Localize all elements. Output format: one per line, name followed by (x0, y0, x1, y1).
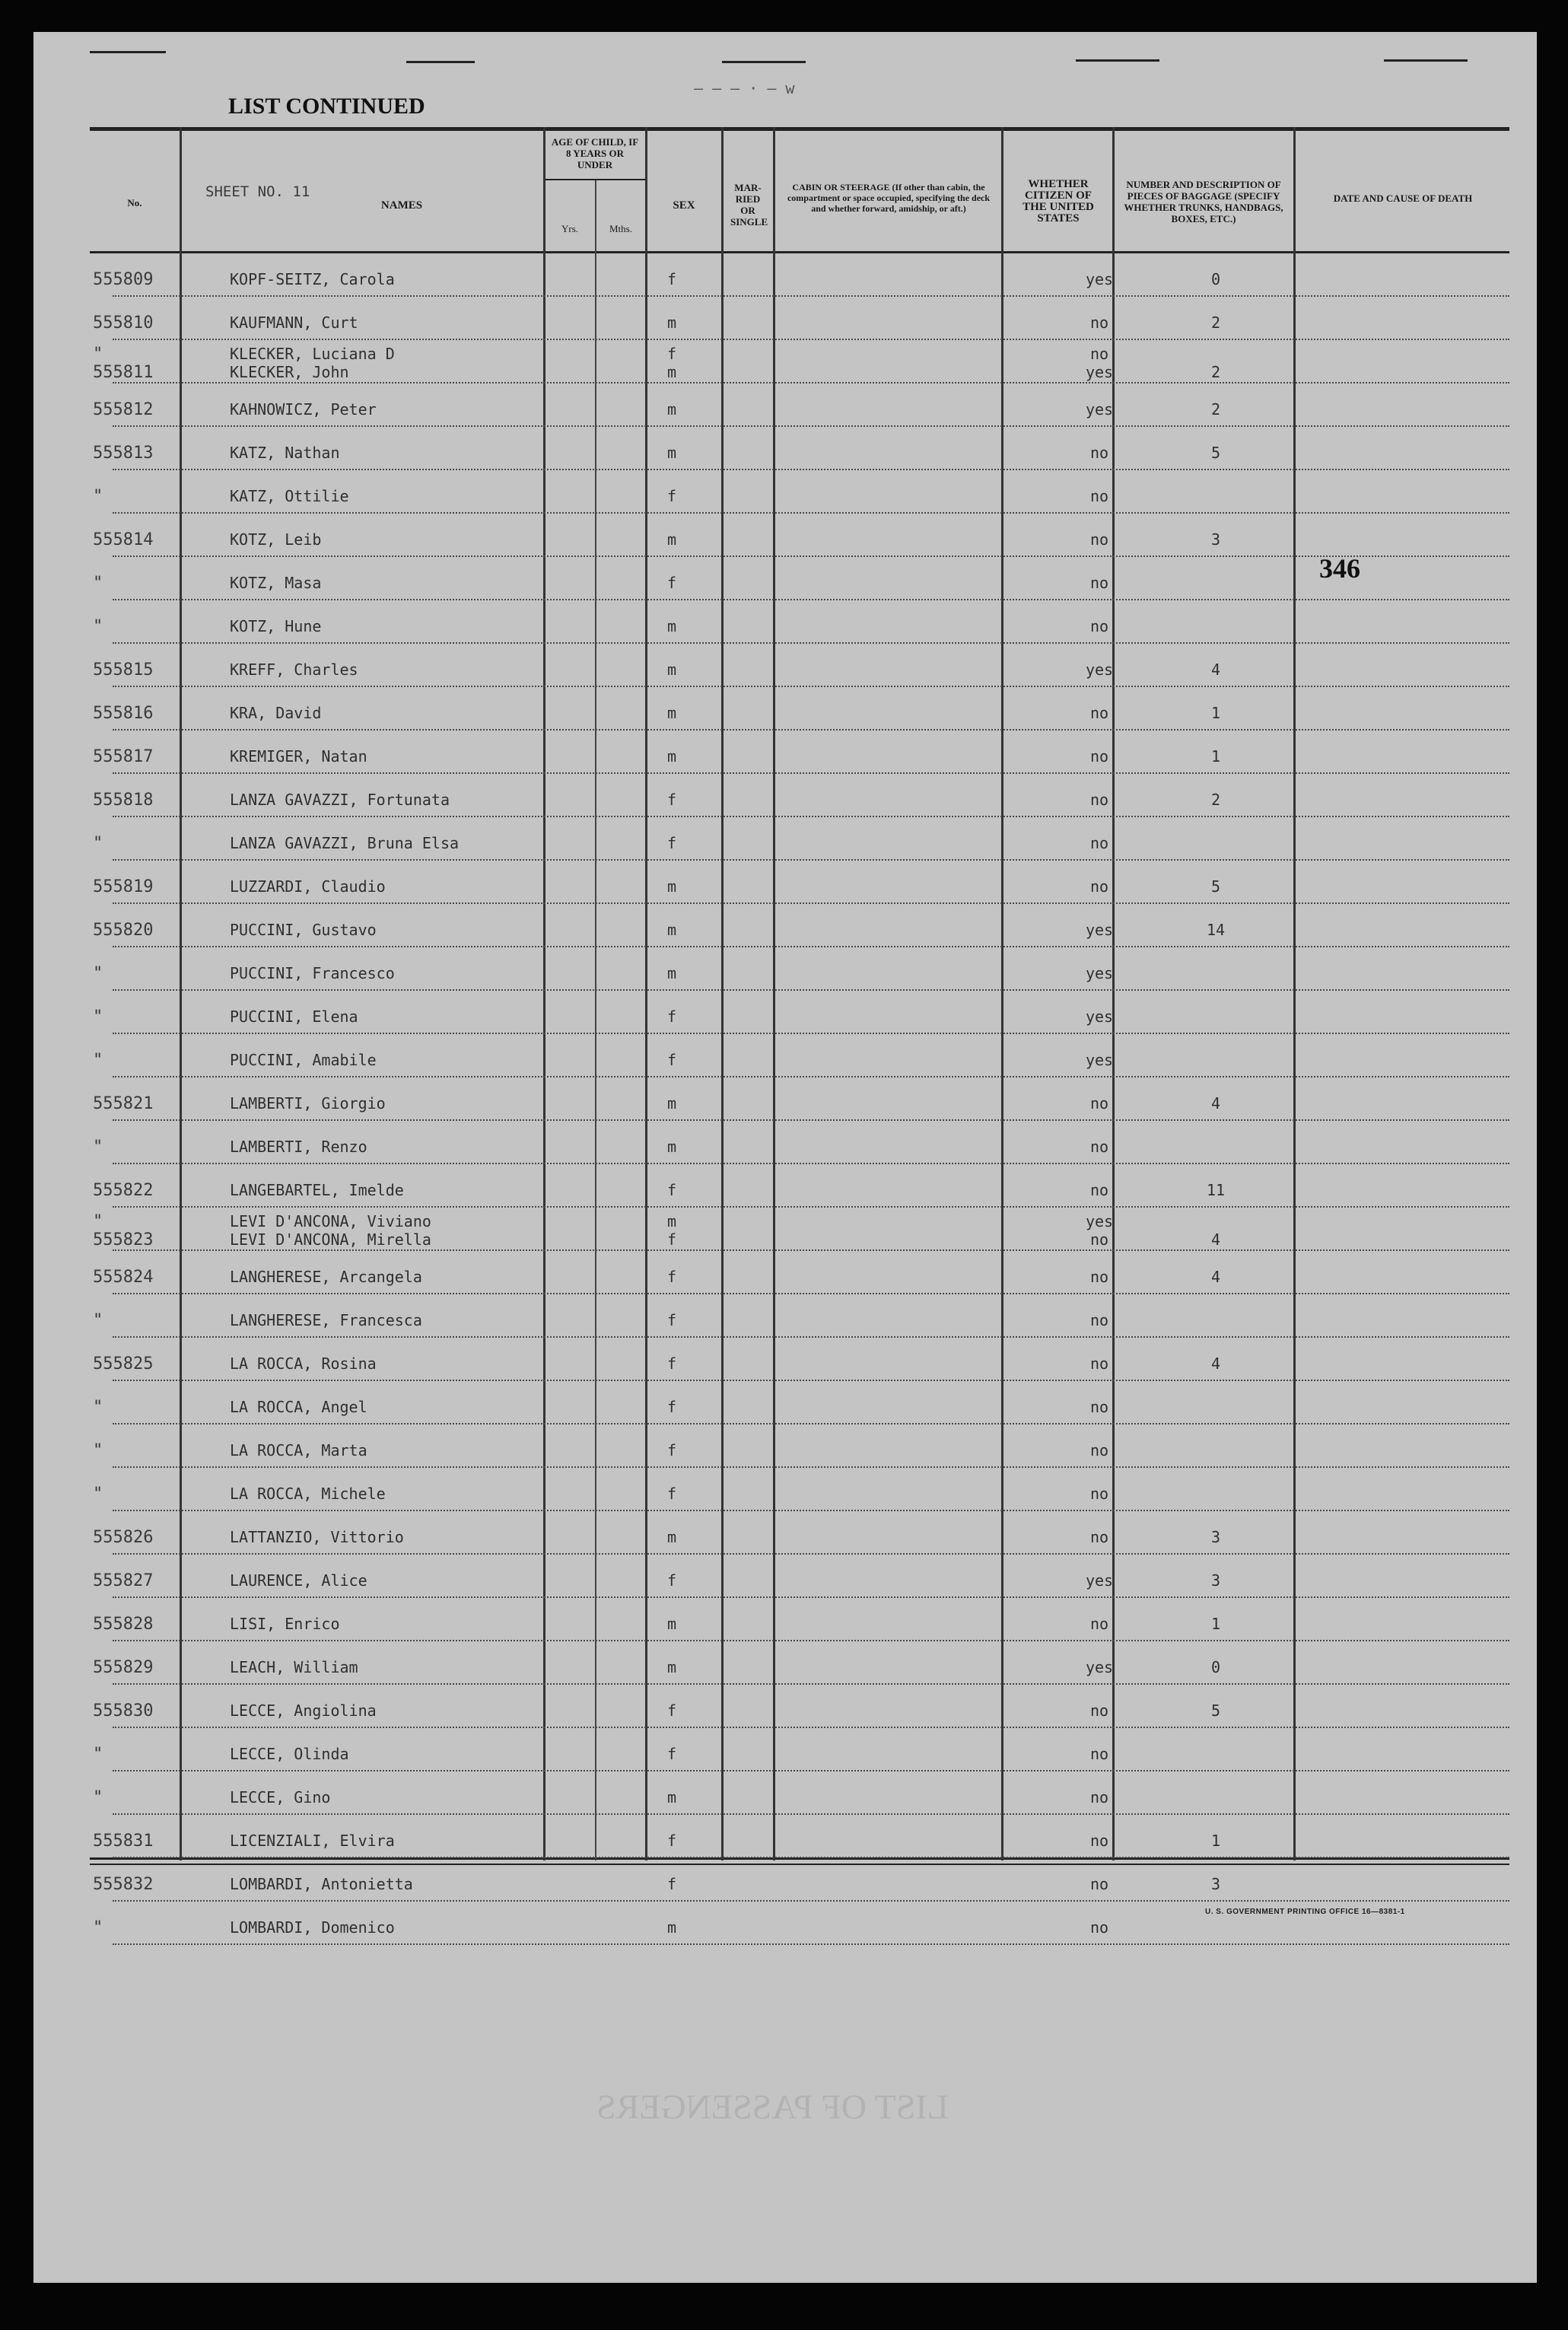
passenger-sex: f (666, 1398, 677, 1416)
passenger-number: " (93, 834, 103, 853)
passenger-number: 555831 (93, 1832, 154, 1851)
citizen-status: no (1089, 747, 1109, 766)
passenger-sex: f (666, 1051, 677, 1069)
passenger-name: KRA, David (230, 704, 322, 722)
bleed-through-text: LIST OF PASSENGERS (596, 2087, 949, 2126)
passenger-number: 555809 (93, 270, 154, 289)
passenger-number: 555830 (93, 1701, 154, 1720)
passenger-sex: f (666, 1832, 677, 1850)
header-married: MAR- RIED OR SINGLE (730, 182, 768, 228)
passenger-name: LA ROCCA, Rosina (230, 1354, 377, 1373)
citizen-status: yes (1085, 1571, 1114, 1590)
passenger-number: " (93, 617, 103, 636)
citizen-status: no (1089, 1441, 1109, 1459)
passenger-sex: m (666, 964, 677, 982)
passenger-number: 555812 (93, 400, 154, 419)
citizen-status: no (1089, 1485, 1109, 1503)
table-row (90, 947, 1509, 991)
passenger-number: " (93, 1051, 103, 1070)
table-row (90, 514, 1509, 557)
top-edge-mark (1384, 59, 1468, 62)
passenger-name: LA ROCCA, Marta (230, 1441, 367, 1459)
table-row (90, 1771, 1509, 1815)
baggage-count: 5 (1210, 444, 1221, 462)
table-row (90, 1685, 1509, 1728)
passenger-number: 555820 (93, 921, 154, 940)
passenger-number: 555828 (93, 1615, 154, 1634)
passenger-sex: m (666, 1918, 677, 1937)
citizen-status: no (1089, 314, 1109, 332)
passenger-name: KREFF, Charles (230, 660, 358, 679)
passenger-name: KLECKER, Luciana D (230, 345, 395, 363)
passenger-name: KREMIGER, Natan (230, 747, 367, 766)
page-title: LIST CONTINUED (228, 94, 425, 119)
passenger-number: 555829 (93, 1658, 154, 1677)
table-row (90, 1424, 1509, 1468)
passenger-name: LAURENCE, Alice (230, 1571, 367, 1590)
baggage-count: 4 (1210, 1094, 1221, 1112)
citizen-status: no (1089, 1181, 1109, 1199)
table-row (90, 600, 1509, 644)
passenger-name: KOPF-SEITZ, Carola (230, 270, 395, 288)
passenger-number: 555821 (93, 1094, 154, 1113)
citizen-status: yes (1085, 1658, 1114, 1676)
passenger-name: LANZA GAVAZZI, Bruna Elsa (230, 834, 460, 852)
passenger-sex: m (666, 660, 677, 679)
baggage-count: 4 (1210, 660, 1221, 679)
passenger-name: LICENZIALI, Elvira (230, 1832, 395, 1850)
passenger-name: LUZZARDI, Claudio (230, 877, 386, 896)
passenger-name: LISI, Enrico (230, 1615, 340, 1633)
citizen-status: no (1089, 1528, 1109, 1546)
passenger-number: " (93, 1212, 103, 1231)
baggage-count: 2 (1210, 363, 1221, 381)
citizen-status: no (1089, 1398, 1109, 1416)
passenger-number: " (93, 1745, 103, 1764)
citizen-status: no (1089, 1230, 1109, 1249)
passenger-sex: f (666, 1571, 677, 1590)
handwritten-annotation: 346 (1319, 553, 1360, 584)
header-no: No. (127, 197, 142, 208)
passenger-name: KLECKER, John (230, 363, 349, 381)
citizen-status: no (1089, 1094, 1109, 1112)
passenger-sex: m (666, 400, 677, 419)
top-edge-mark (1076, 59, 1159, 62)
citizen-status: no (1089, 1788, 1109, 1806)
header-smudge-mark: — — — · — w (694, 79, 795, 97)
passenger-name: KAUFMANN, Curt (230, 314, 358, 332)
citizen-status: yes (1085, 363, 1114, 381)
table-row (90, 1598, 1509, 1641)
passenger-number: 555823 (93, 1230, 154, 1249)
printing-office-footer: U. S. GOVERNMENT PRINTING OFFICE 16—8381-1 (1205, 1908, 1405, 1916)
passenger-number: 555826 (93, 1528, 154, 1547)
passenger-number: " (93, 574, 103, 593)
baggage-count: 4 (1210, 1230, 1221, 1249)
baggage-count: 1 (1210, 1615, 1221, 1633)
baggage-count: 4 (1210, 1268, 1221, 1286)
table-row (90, 687, 1509, 731)
passenger-number: " (93, 345, 103, 364)
table-row (90, 1077, 1509, 1121)
baggage-count: 5 (1210, 877, 1221, 896)
passenger-number: " (93, 1311, 103, 1330)
header-age-months: Mths. (609, 223, 632, 234)
baggage-count: 0 (1210, 1658, 1221, 1676)
table-row (90, 991, 1509, 1034)
baggage-count: 14 (1206, 921, 1226, 939)
table-row (90, 644, 1509, 687)
header-citizen: WHETHER CITIZEN OF THE UNITED STATES (1023, 178, 1094, 224)
citizen-status: no (1089, 1832, 1109, 1850)
passenger-name: KOTZ, Leib (230, 530, 322, 549)
passenger-sex: m (666, 1094, 677, 1112)
passenger-name: LECCE, Olinda (230, 1745, 349, 1763)
citizen-status: yes (1085, 400, 1114, 419)
citizen-status: no (1089, 1615, 1109, 1633)
citizen-status: no (1089, 617, 1109, 635)
table-row (90, 557, 1509, 600)
citizen-status: no (1089, 791, 1109, 809)
citizen-status: no (1089, 1138, 1109, 1156)
table-row (90, 904, 1509, 947)
passenger-sex: f (666, 487, 677, 505)
baggage-count: 3 (1210, 1571, 1221, 1590)
passenger-name: LANZA GAVAZZI, Fortunata (230, 791, 450, 809)
passenger-sex: f (666, 574, 677, 592)
passenger-sex: m (666, 363, 677, 381)
passenger-name: LATTANZIO, Vittorio (230, 1528, 404, 1546)
passenger-sex: m (666, 1528, 677, 1546)
passenger-name: KAHNOWICZ, Peter (230, 400, 377, 419)
table-row (90, 1815, 1509, 1858)
table-row (90, 1294, 1509, 1338)
passenger-name: LANGHERESE, Arcangela (230, 1268, 422, 1286)
baggage-count: 4 (1210, 1354, 1221, 1373)
passenger-number: " (93, 487, 103, 506)
table-row (90, 1555, 1509, 1598)
citizen-status: yes (1085, 1007, 1114, 1026)
passenger-name: LEVI D'ANCONA, Viviano (230, 1212, 431, 1230)
top-edge-mark (406, 61, 475, 63)
passenger-name: KATZ, Ottilie (230, 487, 349, 505)
passenger-number: " (93, 1918, 103, 1937)
passenger-name: LEACH, William (230, 1658, 358, 1676)
passenger-name: KOTZ, Hune (230, 617, 322, 635)
passenger-sex: m (666, 704, 677, 722)
baggage-count: 5 (1210, 1701, 1221, 1720)
citizen-status: no (1089, 1311, 1109, 1329)
citizen-status: yes (1085, 921, 1114, 939)
passenger-sex: f (666, 1268, 677, 1286)
citizen-status: no (1089, 487, 1109, 505)
passenger-sex: m (666, 1658, 677, 1676)
passenger-number: 555819 (93, 877, 154, 896)
table-row (90, 731, 1509, 774)
citizen-status: yes (1085, 1212, 1114, 1230)
passenger-sex: m (666, 617, 677, 635)
manifest-sheet (33, 32, 1537, 2283)
passenger-name: LOMBARDI, Domenico (230, 1918, 395, 1937)
passenger-sex: m (666, 1615, 677, 1633)
baggage-count: 2 (1210, 791, 1221, 809)
passenger-sex: f (666, 1354, 677, 1373)
table-row (90, 1728, 1509, 1771)
passenger-sex: m (666, 747, 677, 766)
passenger-sex: m (666, 314, 677, 332)
citizen-status: no (1089, 1701, 1109, 1720)
table-row (90, 861, 1509, 904)
citizen-status: no (1089, 530, 1109, 549)
citizen-status: yes (1085, 270, 1114, 288)
passenger-name: LANGHERESE, Francesca (230, 1311, 422, 1329)
row-rule (113, 1943, 1509, 1945)
baggage-count: 3 (1210, 1528, 1221, 1546)
passenger-name: LANGEBARTEL, Imelde (230, 1181, 404, 1199)
passenger-name: PUCCINI, Francesco (230, 964, 395, 982)
header-age-years: Yrs. (561, 223, 579, 234)
table-row (90, 427, 1509, 470)
passenger-number: 555822 (93, 1181, 154, 1200)
header-baggage: NUMBER AND DESCRIPTION OF PIECES OF BAGGAGE (SPECIFY WHETHER TRUNKS, HANDBAGS, BOXES, ETC.) (1124, 179, 1283, 224)
passenger-name: LOMBARDI, Antonietta (230, 1875, 413, 1893)
passenger-name: KATZ, Nathan (230, 444, 340, 462)
citizen-status: no (1089, 1745, 1109, 1763)
passenger-sex: m (666, 530, 677, 549)
passenger-name: LEVI D'ANCONA, Mirella (230, 1230, 431, 1249)
passenger-number: 555818 (93, 791, 154, 810)
passenger-name: LA ROCCA, Angel (230, 1398, 367, 1416)
passenger-number: 555814 (93, 530, 154, 549)
passenger-number: 555824 (93, 1268, 154, 1287)
passenger-number: 555816 (93, 704, 154, 723)
baggage-count: 3 (1210, 1875, 1221, 1893)
passenger-number: 555817 (93, 747, 154, 766)
passenger-sex: f (666, 1441, 677, 1459)
passenger-sex: m (666, 877, 677, 896)
passenger-sex: m (666, 1788, 677, 1806)
passenger-name: LECCE, Angiolina (230, 1701, 377, 1720)
citizen-status: no (1089, 704, 1109, 722)
table-row (90, 384, 1509, 427)
passenger-number: " (93, 1007, 103, 1027)
passenger-sex: f (666, 1007, 677, 1026)
passenger-sex: m (666, 444, 677, 462)
passenger-sex: m (666, 921, 677, 939)
passenger-number: 555810 (93, 314, 154, 333)
table-row (90, 1468, 1509, 1511)
baggage-count: 0 (1210, 270, 1221, 288)
passenger-number: " (93, 1441, 103, 1460)
passenger-number: " (93, 1485, 103, 1504)
passenger-name: LAMBERTI, Renzo (230, 1138, 367, 1156)
table-row (90, 1121, 1509, 1164)
citizen-status: no (1089, 1875, 1109, 1893)
passenger-number: " (93, 1138, 103, 1157)
passenger-number: 555813 (93, 444, 154, 463)
table-row (90, 1164, 1509, 1208)
baggage-count: 3 (1210, 530, 1221, 549)
table-row (90, 817, 1509, 861)
passenger-name: LA ROCCA, Michele (230, 1485, 386, 1503)
passenger-number: " (93, 1788, 103, 1807)
passenger-sex: f (666, 1485, 677, 1503)
passenger-number: 555825 (93, 1354, 154, 1373)
header-names: NAMES (380, 199, 423, 212)
citizen-status: yes (1085, 1051, 1114, 1069)
table-row (90, 1641, 1509, 1685)
table-row (90, 1511, 1509, 1555)
passenger-sex: f (666, 1230, 677, 1249)
baggage-count: 1 (1210, 704, 1221, 722)
citizen-status: yes (1085, 964, 1114, 982)
passenger-name: PUCCINI, Gustavo (230, 921, 377, 939)
header-cabin: CABIN OR STEERAGE (If other than cabin, the compartment or space occupied, specifying the deck and whether forward, amidship, or aft.) (787, 182, 991, 214)
passenger-number: " (93, 964, 103, 983)
table-top-rule (90, 127, 1509, 131)
passenger-sex: f (666, 345, 677, 363)
citizen-status: no (1089, 345, 1109, 363)
table-row (90, 340, 1509, 384)
header-age: AGE OF CHILD, IF 8 YEARS OR UNDER (551, 136, 639, 170)
passenger-sex: f (666, 834, 677, 852)
table-row (90, 1338, 1509, 1381)
passenger-sex: f (666, 1875, 677, 1893)
passenger-sex: f (666, 1701, 677, 1720)
citizen-status: no (1089, 574, 1109, 592)
citizen-status: no (1089, 1354, 1109, 1373)
passenger-number: 555811 (93, 363, 154, 382)
passenger-name: PUCCINI, Amabile (230, 1051, 377, 1069)
passenger-sex: m (666, 1212, 677, 1230)
citizen-status: no (1089, 444, 1109, 462)
sheet-number: SHEET NO. 11 (205, 183, 310, 200)
passenger-number: " (93, 1398, 103, 1417)
baggage-count: 1 (1210, 747, 1221, 766)
passenger-number: 555815 (93, 660, 154, 680)
table-row (90, 470, 1509, 514)
table-row (90, 774, 1509, 817)
baggage-count: 2 (1210, 400, 1221, 419)
top-edge-mark (722, 61, 806, 63)
table-row (90, 1251, 1509, 1294)
table-row (90, 253, 1509, 297)
table-row (90, 1208, 1509, 1251)
passenger-sex: m (666, 1138, 677, 1156)
baggage-count: 2 (1210, 314, 1221, 332)
header-death: DATE AND CAUSE OF DEATH (1333, 193, 1473, 204)
table-row (90, 1381, 1509, 1424)
passenger-sex: f (666, 1311, 677, 1329)
passenger-sex: f (666, 791, 677, 809)
passenger-name: LECCE, Gino (230, 1788, 331, 1806)
baggage-count: 11 (1206, 1181, 1226, 1199)
passenger-sex: f (666, 1745, 677, 1763)
passenger-name: PUCCINI, Elena (230, 1007, 358, 1026)
baggage-count: 1 (1210, 1832, 1221, 1850)
header-sex: SEX (673, 199, 695, 212)
passenger-sex: f (666, 270, 677, 288)
age-subheader-rule (545, 179, 645, 180)
passenger-number: 555827 (93, 1571, 154, 1590)
top-edge-mark (90, 51, 166, 53)
citizen-status: yes (1085, 660, 1114, 679)
citizen-status: no (1089, 834, 1109, 852)
citizen-status: no (1089, 1918, 1109, 1937)
table-row (90, 297, 1509, 340)
table-row (90, 1034, 1509, 1077)
citizen-status: no (1089, 1268, 1109, 1286)
table-row (90, 1858, 1509, 1902)
passenger-sex: f (666, 1181, 677, 1199)
passenger-name: LAMBERTI, Giorgio (230, 1094, 386, 1112)
passenger-number: 555832 (93, 1875, 154, 1894)
passenger-name: KOTZ, Masa (230, 574, 322, 592)
citizen-status: no (1089, 877, 1109, 896)
